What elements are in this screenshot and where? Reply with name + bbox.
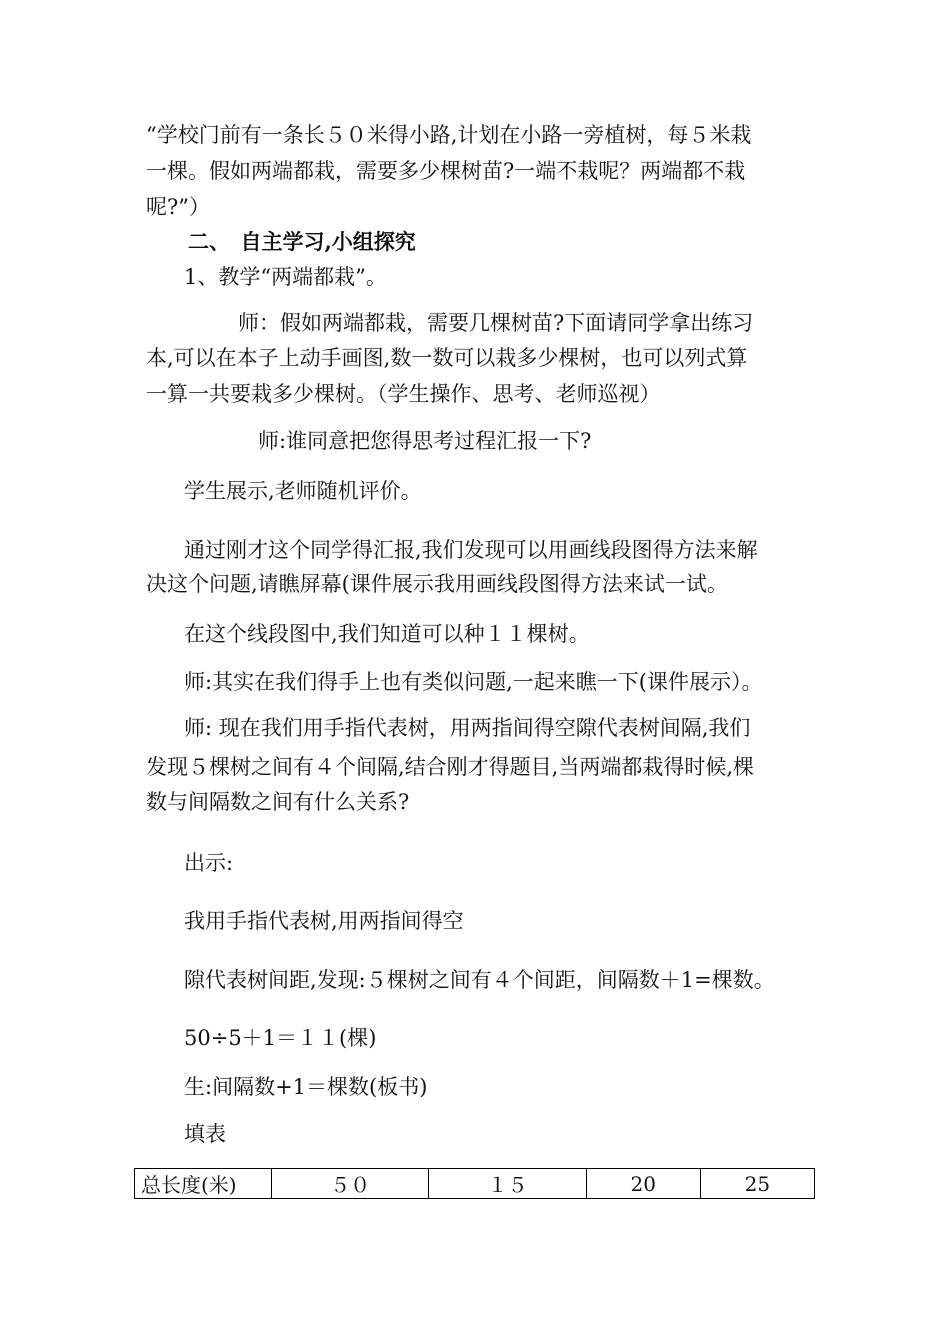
- fill-table-label: 填表: [184, 1122, 226, 1146]
- table-cell: 20: [586, 1169, 700, 1199]
- fill-table: [134, 1168, 815, 1199]
- finger-line-1: 师: 现在我们用手指代表树，用两指间得空隙代表树间隔,我们: [184, 716, 751, 740]
- finger-line-3: 数与间隔数之间有什么关系?: [146, 790, 410, 814]
- teacher-question-line-3: 一算一共要栽多少棵树。（学生操作、思考、老师巡视）: [146, 382, 661, 406]
- intro-line-1: “学校门前有一条长５０米得小路,计划在小路一旁植树，每５米栽: [146, 123, 752, 147]
- show-line-2: 隙代表树间距,发现:５棵树之间有４个间距，间隔数＋1=棵数。: [184, 968, 775, 992]
- table-cell: ５０: [272, 1169, 429, 1199]
- board-line: 生:间隔数+1＝棵数(板书): [184, 1075, 428, 1099]
- table-cell: 25: [700, 1169, 814, 1199]
- formula: 50÷5＋1＝１１(棵): [184, 1026, 377, 1050]
- sub-heading: 1、教学“两端都栽”。: [184, 265, 387, 289]
- table-row: [135, 1169, 815, 1199]
- table-cell: １５: [429, 1169, 586, 1199]
- teacher-ask: 师:谁同意把您得思考过程汇报一下?: [258, 429, 592, 453]
- section-heading: 二、 自主学习,小组探究: [188, 229, 416, 254]
- intro-line-3: 呢?”）: [146, 195, 210, 219]
- report-line-2: 决这个问题,请瞧屏幕(课件展示我用画线段图得方法来试一试。: [146, 572, 728, 596]
- show-line-1: 我用手指代表树,用两指间得空: [184, 909, 464, 933]
- table-header-cell: 总长度(米): [135, 1169, 272, 1199]
- show-label: 出示:: [184, 851, 234, 875]
- report-line-1: 通过刚才这个同学得汇报,我们发现可以用画线段图得方法来解: [184, 538, 758, 562]
- finger-line-2: 发现５棵树之间有４个间隔,结合刚才得题目,当两端都栽得时候,棵: [146, 755, 755, 779]
- student-show: 学生展示,老师随机评价。: [184, 479, 422, 503]
- intro-line-2: 一棵。假如两端都栽，需要多少棵树苗?一端不栽呢？两端都不栽: [146, 159, 746, 183]
- segment-line: 在这个线段图中,我们知道可以种１１棵树。: [184, 622, 590, 646]
- similar-line: 师:其实在我们得手上也有类似问题,一起来瞧一下(课件展示）。: [184, 670, 763, 694]
- teacher-question-line-2: 本,可以在本子上动手画图,数一数可以栽多少棵树，也可以列式算: [146, 346, 748, 370]
- teacher-question-line-1: 师：假如两端都栽，需要几棵树苗?下面请同学拿出练习: [238, 311, 754, 335]
